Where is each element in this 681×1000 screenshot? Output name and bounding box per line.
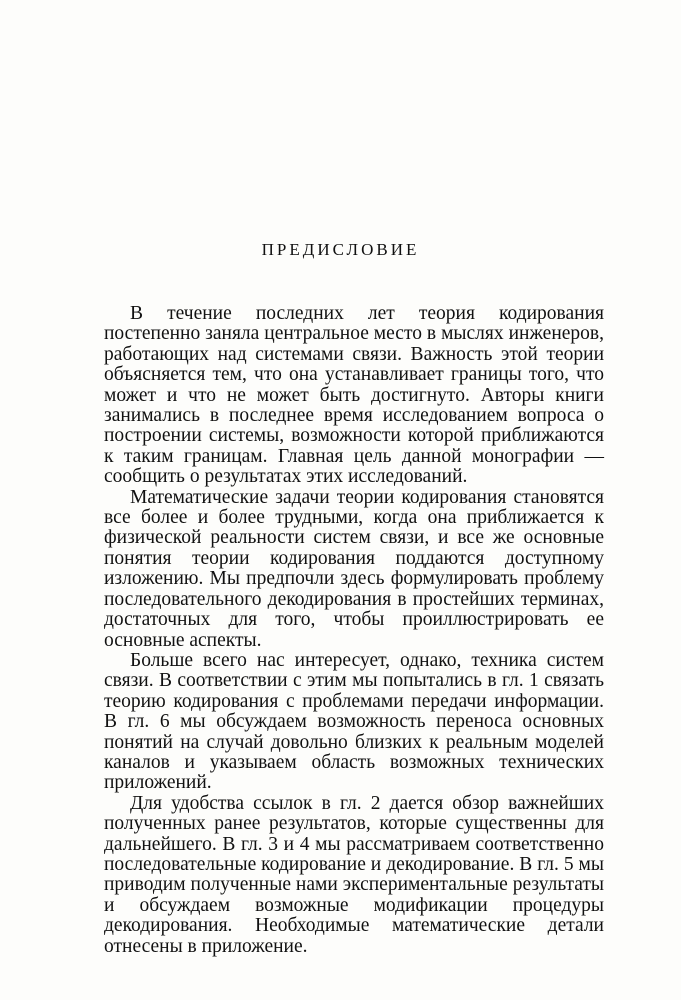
preface-body (104, 304, 604, 957)
paragraph-4: Для удобства ссылок в гл. 2 дается обзор важнейших полученных ранее результатов, которые существенны для дальнейшего. В гл. 3 и 4 мы рассматриваем соответственно последовательные кодирование и декодирование. В гл. 5 мы приводим полученные нами экспериментальные результаты и обсуждаем возможные модификации процедуры декодирования. Необходимые математические детали отнесены в приложение. (104, 792, 604, 957)
paragraph-1: В течение последних лет теория кодирования постепенно заняла центральное место в мыслях инженеров, работающих над системами связи. Важность этой теории объясняется тем, что она устанавливает границы того, что может и что не может быть достигнуто. Авторы книги занимались в последнее время исследованием вопроса о построении системы, возможности которой приближаются к таким границам. Главная цель данной монографии — сообщить о результатах этих исследований. (104, 303, 604, 488)
paragraph-3: Больше всего нас интересует, однако, техника систем связи. В соответствии с этим мы попытались в гл. 1 связать теорию кодирования с проблемами передачи информации. В гл. 6 мы обсуждаем возможность переноса основных понятий на случай довольно близких к реальным моделей каналов и указываем область возможных технических приложений. (104, 649, 604, 794)
paragraph-2: Математические задачи теории кодирования становятся все более и более трудными, когда она приближается к физической реальности систем связи, и все же основные понятия теории кодирования поддаются доступному изложению. Мы предпочли здесь формулировать проблему последовательного декодирования в простейших терминах, достаточных для того, чтобы проиллюстрировать ее основные аспекты. (104, 486, 604, 651)
page-title: ПРЕДИСЛОВИЕ (261, 240, 420, 259)
